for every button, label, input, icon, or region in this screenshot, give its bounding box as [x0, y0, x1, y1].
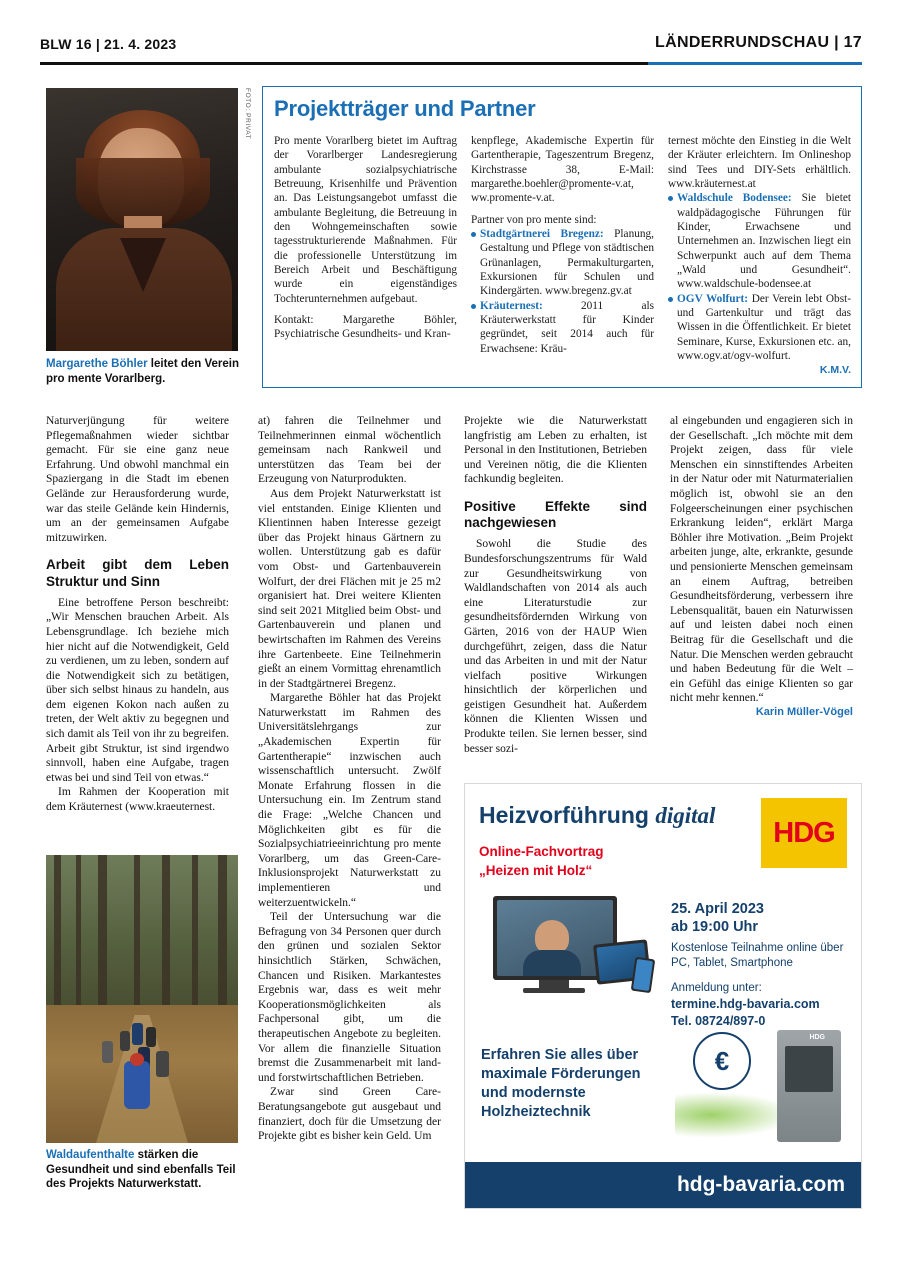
bullet-text: 2011 als Kräuterwerkstatt für Kinder gegründet, seit 2014 auch für Erwachsene: Kräu-	[480, 299, 654, 355]
bullet-label: Stadtgärtnerei Bregenz:	[480, 228, 604, 241]
portrait-caption	[46, 357, 246, 386]
ad-registration-phone[interactable]: Tel. 08724/897-0	[671, 1014, 766, 1028]
article-column-3	[464, 414, 647, 756]
boxed-c3-p1: ternest möchte den Einstieg in die Welt der Kräuter erleichtern. Im Onlineshop sind Tees und DIY-Sets erhältlich. www.kräuternest.at	[668, 135, 851, 191]
issue-info: BLW 16 | 21. 4. 2023	[40, 36, 177, 52]
col3-subheading: Positive Effekte sind nachgewiesen	[464, 498, 647, 531]
boxed-c2-p1: kenpflege, Akademische Expertin für Gartentherapie, Tageszentrum Bregenz, Kirchstrasse 38, E-Mail: margarethe.boehler@promente-v.at, ww.promente-v.at.	[471, 135, 654, 205]
col1-subheading: Arbeit gibt dem Leben Struktur und Sinn	[46, 557, 229, 589]
col2-p1: at) fahren die Teilnehmer und Teilnehmerinnen einmal wöchentlich gemeinsam nach Rankweil und unterstützen das Team bei der Erzeugung von Naturprodukten.	[258, 415, 441, 486]
hiker-figure	[102, 1041, 113, 1063]
col3-p2: Sowohl die Studie des Bundesforschungszentrums für Wald zur Gesundheitswirkung von Waldlandschaften von 2014 als auch eine Literaturstudie zur gesundheitsfördernden Wirkung von Gärten, 2016 von der HAUP Wien durchgeführt, zeigen, dass die Natur und das Arbeiten in und mit der Natur vielfach positive Wirkungen hinsichtlich der körperlichen und geistigen Gesundheit hat. Außerdem können die Klienten Wissen und Produkte teilen. Sie lernen besser, sind besser sozi-	[464, 538, 647, 755]
ad-title-script: digital	[655, 803, 716, 828]
boiler-door	[785, 1046, 833, 1092]
section-name: LÄNDERRUNDSCHAU	[655, 34, 830, 51]
forest-trees	[46, 855, 238, 1030]
boxed-column-3	[668, 134, 851, 380]
boxed-article-signature: K.M.V.	[819, 363, 851, 376]
hiker-figure	[146, 1027, 156, 1047]
boxed-article-columns	[274, 134, 852, 380]
article-column-4	[670, 414, 853, 720]
forest-photo	[46, 855, 238, 1143]
phone-screen	[633, 959, 653, 991]
col4-p1: al eingebunden und engagieren sich in der Gesellschaft. „Ich möchte mit dem Projekt zeigen, dass für viele Menschen ein sinnstiftendes Arbeiten in der Natur oder mit Naturmaterialien möglich ist, obwohl sie an den Folgeerscheinungen einer psychischen Erkrankung leiden“, erklärt Marga Böhler ihre Motivation. „Beim Projekt arbeiten junge, alte, erkrankte, gesunde und pensionierte Menschen gemeinsam an einem Auftrag, betreiben Gesundheitsförderung, verbessern ihre Lebensqualität, bauen ein Naturwissen auf und leisten dabei noch einen Beitrag für die Gesellschaft und die Natur. Die Menschen werden gebraucht und haben Bedeutung für die Welt – ein Gefühl das einige Klienten so gar nicht mehr kennen.“	[670, 415, 853, 705]
portrait-caption-text: leitet den Verein pro mente Vorarlberg.	[46, 358, 240, 385]
monitor-base	[523, 988, 585, 993]
article-byline: Karin Müller-Vögel	[755, 705, 853, 718]
ad-devices-illustration	[483, 896, 653, 1008]
boxed-bullet-kraeuternest	[471, 299, 654, 356]
bullet-text: Der Verein lebt Obst- und Gartenkultur und trägt das Wissen in die Öffentlichkeit. Er bietet Seminare, Kurse, Exkursionen etc. an, www.ogv.at/ogv-wolfurt.	[677, 292, 851, 363]
hdg-logo-text: HDG	[773, 816, 835, 849]
col1-p2: Eine betroffene Person beschreibt: „Wir Menschen brauchen Arbeit. Als Lebensgrundlage. Ich beziehe mich hier nicht auf die Notwendigkeit, Geld zu verdienen, um zu leben, sondern auf die Notwendigkeit sich zu betätigen, über sich selbst hinaus zu handeln, aus dem eigenen Kokon nach außen zu treten, der Welt aktiv zu begegnen und sich damit als Teil von ihr zu begreifen. Arbeit gibt Struktur, ist sind irgendwo sinnvoll, haben eine Aufgabe, tragen etwas bei und sind Teil von etwas.“	[46, 596, 229, 784]
bullet-text: Planung, Gestaltung und Pflege von städtischen Grünanlagen, Permakulturgarten, Exkursionen für Schulen und Kindergärten. www.bregenz.gv.at	[480, 228, 654, 298]
presenter-figure	[535, 920, 569, 954]
page-number: 17	[843, 34, 862, 51]
hiker-hat	[130, 1053, 144, 1066]
ad-boiler-illustration	[671, 1026, 847, 1156]
forest-caption-highlight: Waldaufenthalte	[46, 1149, 135, 1161]
advertisement[interactable]	[464, 783, 862, 1209]
bullet-label: OGV Wolfurt:	[677, 292, 749, 305]
ad-registration	[671, 981, 851, 1030]
hiker-figure	[132, 1023, 143, 1045]
col2-p3: Margarethe Böhler hat das Projekt Naturwerkstatt im Rahmen des Universitätslehrgangs zur „Akademischen Expertin für Gartentherapie“ inzwischen auch wissenschaftlich untersucht. Zwölf Monate Erfahrung flossen in die Untersuchung ein. Im Zentrum stand die Frage: „Welche Chancen und Möglichkeiten gibt es für die Sozialpsychiatrieeinrichtung pro mente Vorarlberg, um das Green-Care-Inklusionsprojekt Naturwerkstatt zu implementieren und weiterzuentwickeln.“	[258, 692, 441, 909]
ad-footer-url[interactable]: hdg-bavaria.com	[676, 1173, 845, 1196]
smartphone-icon	[631, 957, 656, 993]
tree-trunk	[134, 855, 140, 1030]
hiker-figure-main	[124, 1061, 150, 1109]
ad-date: 25. April 2023	[671, 901, 764, 917]
tree-trunk	[76, 855, 81, 1030]
portrait-caption-name: Margarethe Böhler	[46, 358, 148, 370]
bullet-label: Waldschule Bodensee:	[677, 192, 792, 205]
boxed-column-1	[274, 134, 457, 380]
section-title	[655, 34, 862, 52]
boxed-bullet-waldschule	[668, 191, 851, 291]
ad-subtitle-2: „Heizen mit Holz“	[479, 863, 593, 878]
photo-credit: FOTO: PRIVAT	[244, 88, 251, 140]
ad-footer[interactable]	[465, 1162, 861, 1208]
header-rule-accent	[648, 62, 862, 65]
bullet-text: Sie bietet waldpädagogische Führungen für Kinder, Erwachsene und Unternehmen an. Inzwischen liegt ein Schwerpunkt auch auf dem Thema „Wald und Gesundheit“. www.waldschule-bodensee.at	[677, 192, 851, 291]
header-separator: |	[834, 34, 839, 51]
monitor-stand	[539, 980, 569, 988]
tree-trunk	[218, 855, 227, 1030]
tree-trunk	[162, 855, 170, 1030]
bullet-label: Kräuternest:	[480, 299, 543, 312]
tree-trunk	[192, 855, 198, 1030]
euro-icon: €	[693, 1032, 751, 1090]
ad-registration-label: Anmeldung unter:	[671, 982, 762, 995]
ad-title	[479, 802, 715, 829]
hdg-logo	[761, 798, 847, 868]
boxed-article-title: Projektträger und Partner	[274, 96, 536, 121]
ad-event-details	[671, 900, 851, 1030]
hiker-figure	[156, 1051, 169, 1077]
col2-p5: Zwar sind Green Care-Beratungsangebote gut ausgebaut und finanziert, doch für die Umsetzung der Projekte gibt es bisher kein Geld. Um	[258, 1086, 441, 1143]
hiker-figure	[120, 1031, 130, 1051]
boxed-bullet-stadtgaertnerei	[471, 227, 654, 299]
boiler-brand-label: HDG	[809, 1034, 825, 1041]
ad-registration-url[interactable]: termine.hdg-bavaria.com	[671, 997, 820, 1012]
col2-p2: Aus dem Projekt Naturwerkstatt ist viel entstanden. Einige Klienten und Klientinnen haben Interesse gezeigt über das Projekt hinaus Gärtnern zu wollen. Unterstützung gab es dafür vom Obst- und Gartenbauverein Wolfurt, der drei Flächen mit je 25 m2 organisiert hat. Drei weitere Klienten sind seit 2021 Mitglied beim Obst- und Gartenbauverein und planen und bewirtschaften im Rahmen des Vereins ihre Gartenbeete. Eine Teilnehmerin gießt an einem Vormittag ehrenamtlich in der Stadtgärtnerei Bregenz.	[258, 487, 441, 690]
ad-title-main: Heizvorführung	[479, 802, 649, 828]
col3-p1: Projekte wie die Naturwerkstatt langfristig am Leben zu erhalten, ist Personal in den Institutionen, Betrieben und Vereinen nötig, die die Klienten fachkundig begleiten.	[464, 415, 647, 486]
col1-p1: Naturverjüngung für weitere Pflegemaßnahmen wieder sichtbar gemacht. Für sie eine ganz neue Erfahrung. Und obwohl manchmal ein Spaziergang in die Stadt im ebenen Gelände zur Herausforderung wurde, war das steile Gelände kein Hindernis, um an der gemeinsamen Aufgabe mitzuwirken.	[46, 415, 229, 544]
tree-trunk	[54, 855, 61, 1030]
tree-trunk	[98, 855, 107, 1030]
boxed-column-2	[471, 134, 654, 380]
col1-p3: Im Rahmen der Kooperation mit dem Kräuternest (www.kraeuternest.	[46, 786, 229, 814]
portrait-photo	[46, 88, 238, 351]
boxed-c2-p2: Partner von pro mente sind:	[471, 213, 597, 226]
col2-p4: Teil der Untersuchung war die Befragung von 34 Personen quer durch den grünen und sozialen Sektor hinsichtlich Stärken, Schwächen, Chancen und Risiken. Markantestes Ergebnis war, dass es weit mehr Kooperationsmöglichkeiten als Fachpersonal gibt, um die therapeutischen Angebote zu begleiten. Vor allem die finanzielle Situation bremst die Zusammenarbeit mit land- und forstwirtschaftlichen Betrieben.	[258, 911, 441, 1084]
article-column-1	[46, 414, 229, 815]
forest-caption	[46, 1148, 246, 1192]
ad-benefits-text: Erfahren Sie alles über maximale Förderungen und modernste Holzheiztechnik	[481, 1047, 641, 1120]
ad-time: ab 19:00 Uhr	[671, 919, 759, 936]
boxed-bullet-ogv	[668, 292, 851, 364]
page-header	[40, 34, 862, 52]
boxed-c1-p2: Kontakt: Margarethe Böhler, Psychiatrische Gesundheits- und Kran-	[274, 314, 457, 341]
forest-caption-text: stärken die Gesundheit und sind ebenfalls Teil des Projekts Naturwerkstatt.	[46, 1149, 236, 1191]
ad-subtitle-1: Online-Fachvortrag	[479, 844, 604, 859]
article-column-2	[258, 414, 441, 1144]
boxed-c1-p1: Pro mente Vorarlberg bietet im Auftrag der Vorarlberger Landesregierung ambulante sozialpsychiatrische Betreuung, Krisenhilfe und Prävention an. Das Leistungsangebot umfasst die ambulante Begleitung, die Betreuung in den Wohngemeinschaften sowie tagesstrukturierende Maßnahmen. Für die professionelle Unterstützung im Bereich Arbeit und Beschäftigung wurde ein eigenständiges Tochterunternehmen aufgebaut.	[274, 135, 457, 305]
ad-participation: Kostenlose Teilnahme online über PC, Tablet, Smartphone	[671, 942, 844, 970]
